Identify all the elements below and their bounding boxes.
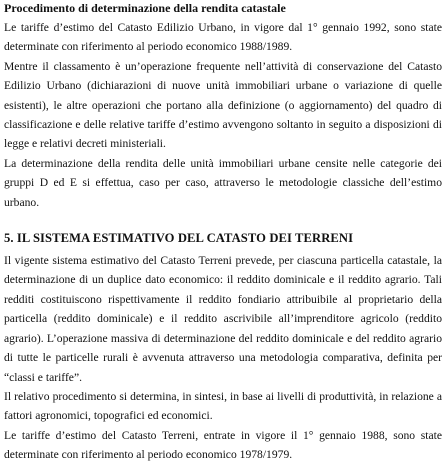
paragraph-rendita-gruppi-d-e: La determinazione della rendita delle unità immobiliari urbane censite nelle categorie dei gruppi D ed E si effettua, caso per caso, attraverso le metodologie classiche dell’estimo urbano. [4,156,442,209]
subheading-procedimento: Procedimento di determinazione della rendita catastale [4,1,286,15]
paragraph-sistema-estimativo: Il vigente sistema estimativo del Catasto Terreni prevede, per ciascuna particella catastale, la determinazione di un duplice dato economico: il reddito dominicale e il reddito agrario. Tali redditi costituiscono rispettivamente il reddito fondiario attribuibile al proprietario della particella (reddito dominicale) e il reddito ascrivibile all’imprenditore agricolo (reddito agrario). L’operazione massiva di determinazione del reddito dominicale e del reddito agrario di tutte le particelle rurali è avvenuta attraverso una metodologia comparativa, definita per “classi e tariffe”. [4,254,442,384]
paragraph-classamento: Mentre il classamento è un’operazione frequente nell’attività di conservazione del Catasto Edilizio Urbano (dichiarazioni di nuove unità immobiliari urbane o variazione di quelle esistenti), le altre operazioni che portano alla definizione (o aggiornamento) del quadro di classificazione e delle relative tariffe d’estimo avvengono soltanto in seguito a disposizioni di legge e relativi decreti ministeriali. [4,59,442,151]
paragraph-tariffe-urbano: Le tariffe d’estimo del Catasto Edilizio Urbano, in vigore dal 1° gennaio 1992, sono state determinate con riferimento al periodo economico 1988/1989. [4,21,442,54]
paragraph-procedimento-produttivita: Il relativo procedimento si determina, in sintesi, in base ai livelli di produttività, in relazione a fattori agronomici, topografici ed economici. [4,389,442,423]
document-page [4,0,442,465]
section-title-catasto-terreni: 5. IL SISTEMA ESTIMATIVO DEL CATASTO DEI TERRENI [4,231,354,246]
paragraph-tariffe-terreni: Le tariffe d’estimo del Catasto Terreni, entrate in vigore il 1° gennaio 1988, sono state determinate con riferimento al periodo economico 1978/1979. [4,428,442,462]
section-spacer [4,212,442,229]
